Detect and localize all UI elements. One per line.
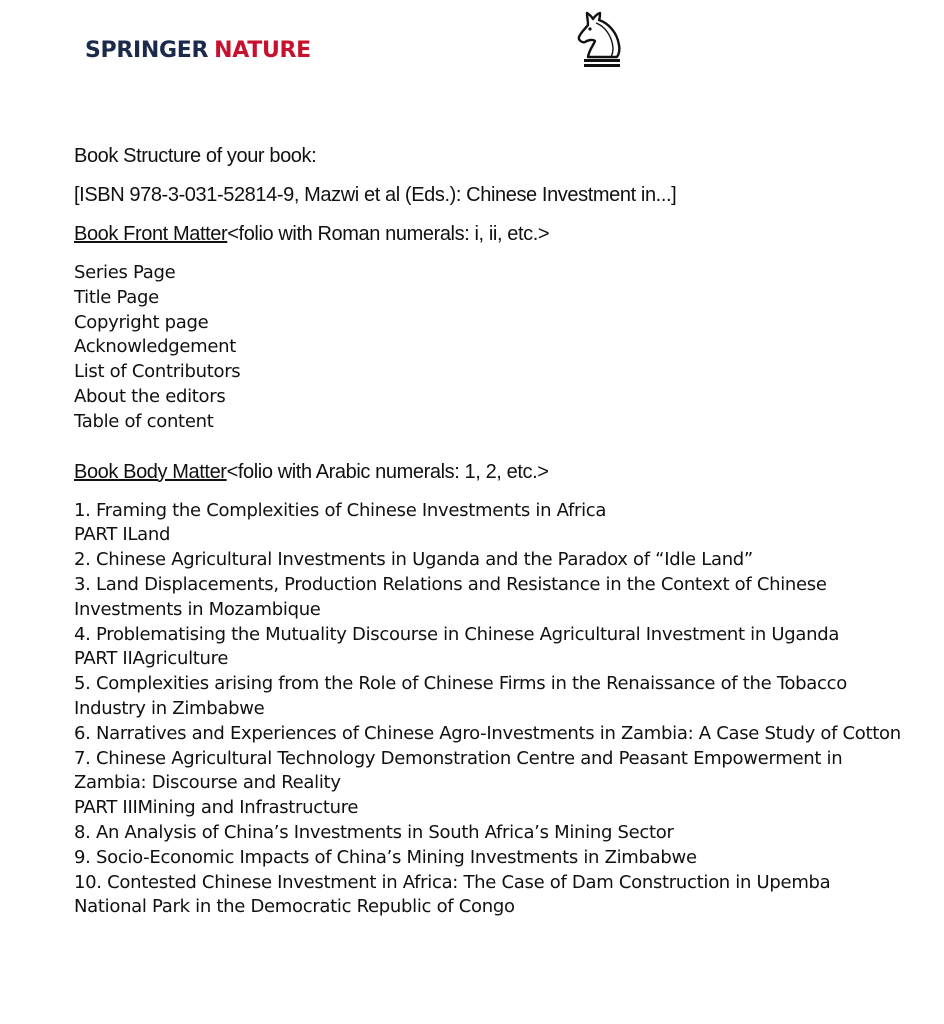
front-matter-item: Table of content — [74, 410, 214, 432]
body-matter-item: 6. Narratives and Experiences of Chinese Agro-Investments in Zambia: A Case Study of Cotton — [74, 722, 901, 744]
front-matter-folio-note: <folio with Roman numerals: i, ii, etc.> — [227, 223, 550, 245]
front-matter-item: Acknowledgement — [74, 336, 237, 358]
chess-knight-icon — [574, 10, 624, 68]
body-matter-title: Book Body Matter — [74, 460, 227, 483]
body-matter-item: 2. Chinese Agricultural Investments in Uganda and the Paradox of “Idle Land” — [74, 549, 753, 571]
body-matter-folio-note: <folio with Arabic numerals: 1, 2, etc.> — [226, 460, 549, 483]
body-matter-item: National Park in the Democratic Republic of Congo — [74, 896, 515, 918]
publisher-logo — [85, 38, 311, 63]
front-matter-title: Book Front Matter — [74, 223, 228, 245]
front-matter-item: Copyright page — [74, 311, 209, 333]
body-matter-item: 10. Contested Chinese Investment in Africa: The Case of Dam Construction in Upemba — [74, 871, 831, 893]
body-matter-item: Industry in Zimbabwe — [74, 697, 265, 719]
body-matter-item: 8. An Analysis of China’s Investments in South Africa’s Mining Sector — [74, 821, 674, 843]
body-matter-item: PART IIIMining and Infrastructure — [74, 797, 359, 819]
body-matter-item: Investments in Mozambique — [74, 598, 321, 620]
body-matter-list — [74, 499, 934, 921]
body-matter-item: 5. Complexities arising from the Role of Chinese Firms in the Renaissance of the Tobacco — [74, 673, 847, 695]
publisher-logo-word-springer: SPRINGER — [85, 38, 209, 63]
body-matter-item: 7. Chinese Agricultural Technology Demonstration Centre and Peasant Empowerment in — [74, 747, 843, 769]
isbn-line: [ISBN 978-3-031-52814-9, Mazwi et al (Eds.): Chinese Investment in...] — [74, 184, 677, 206]
body-matter-item: 4. Problematising the Mutuality Discourse in Chinese Agricultural Investment in Uganda — [74, 623, 840, 645]
body-matter-item: Zambia: Discourse and Reality — [74, 772, 341, 794]
front-matter-item: About the editors — [74, 385, 226, 407]
body-matter-item: 1. Framing the Complexities of Chinese Investments in Africa — [74, 499, 607, 521]
front-matter-item: List of Contributors — [74, 361, 241, 383]
front-matter-list — [74, 261, 934, 435]
body-matter-item: PART IIAgriculture — [74, 648, 229, 670]
front-matter-item: Title Page — [74, 286, 159, 308]
body-matter-item: 9. Socio-Economic Impacts of China’s Mining Investments in Zimbabwe — [74, 846, 697, 868]
body-matter-item: 3. Land Displacements, Production Relations and Resistance in the Context of Chinese — [74, 573, 827, 595]
body-matter-item: PART ILand — [74, 524, 171, 546]
front-matter-heading — [74, 222, 934, 246]
publisher-logo-word-nature: NATURE — [214, 38, 311, 63]
book-structure-document — [74, 144, 934, 920]
body-matter-heading — [74, 460, 934, 484]
front-matter-item: Series Page — [74, 262, 176, 283]
intro-heading: Book Structure of your book: — [74, 145, 317, 167]
